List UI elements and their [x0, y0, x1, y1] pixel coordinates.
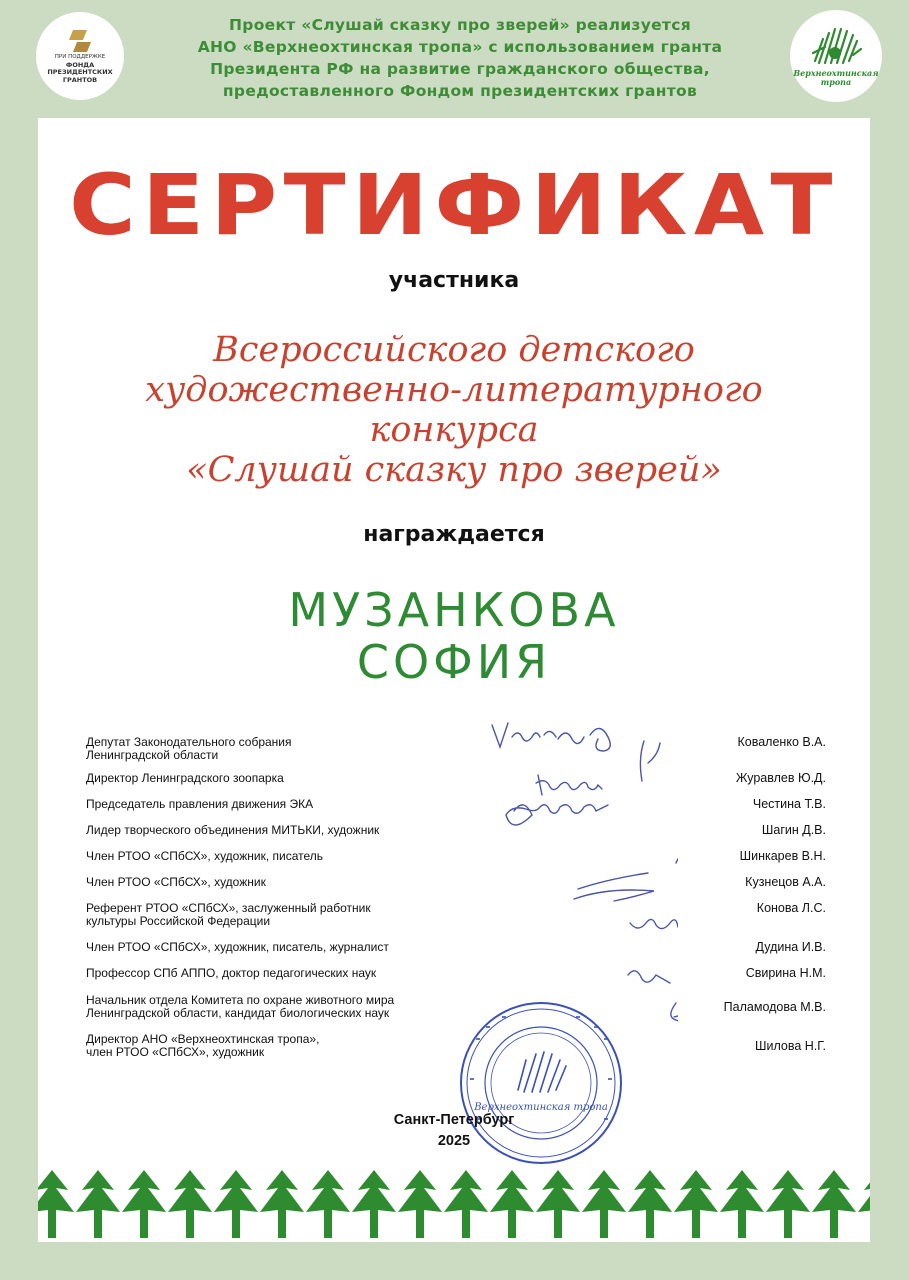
- fund-emblem-icon: [67, 28, 93, 54]
- tree-shape: [76, 1170, 120, 1238]
- left-logo-caption: [47, 54, 112, 84]
- place-and-year: [38, 1110, 870, 1152]
- tree-shape: [582, 1170, 626, 1238]
- tree-shape: [674, 1170, 718, 1238]
- signer-name: Честина Т.В.: [752, 797, 826, 811]
- header-line: Проект «Слушай сказку про зверей» реализуется: [229, 16, 691, 34]
- tree-border-decoration: [38, 1160, 870, 1242]
- signer-row: [86, 824, 826, 837]
- signer-name: Шилова Н.Г.: [755, 1039, 826, 1053]
- contest-name: [38, 330, 870, 490]
- signer-role: Депутат Законодательного собрания Ленинградской области: [86, 735, 292, 762]
- presidential-grants-fund-logo: [36, 12, 124, 100]
- signer-row: [86, 902, 826, 928]
- awardee-name: [38, 584, 870, 688]
- logo-caption-line: ПРЕЗИДЕНТСКИХ: [47, 68, 113, 76]
- signer-name: Шинкарев В.Н.: [739, 849, 826, 863]
- tree-shape: [720, 1170, 764, 1238]
- signer-row: [86, 941, 826, 954]
- signer-row: [86, 798, 826, 811]
- signer-role: Председатель правления движения ЭКА: [86, 797, 314, 811]
- signer-name: Журавлев Ю.Д.: [735, 771, 826, 785]
- signer-row: [86, 876, 826, 889]
- signer-role: Директор АНО «Верхнеохтинская тропа», член РТОО «СПбСХ», художник: [86, 1032, 320, 1059]
- tree-shape: [38, 1170, 74, 1238]
- signer-role: Начальник отдела Комитета по охране животного мира Ленинградской области, кандидат биологических наук: [86, 993, 395, 1020]
- signer-name: Свирина Н.М.: [745, 966, 826, 980]
- logo-caption-line: тропа: [820, 77, 852, 87]
- signer-name: Кузнецов А.А.: [745, 875, 826, 889]
- signer-name: Шагин Д.В.: [761, 823, 826, 837]
- logo-caption-line: ФОНДА: [65, 60, 95, 69]
- verkhneokhtinskaya-tropa-logo: [790, 10, 882, 102]
- signer-role: Член РТОО «СПбСХ», художник, писатель, журналист: [86, 940, 389, 954]
- signer-role: Директор Ленинградского зоопарка: [86, 771, 284, 785]
- tree-shape: [306, 1170, 350, 1238]
- signer-row: [86, 736, 826, 762]
- tree-shape: [766, 1170, 810, 1238]
- tree-shape: [536, 1170, 580, 1238]
- signer-row: [86, 850, 826, 863]
- tree-shape: [168, 1170, 212, 1238]
- tree-shape: [214, 1170, 258, 1238]
- signer-role: Член РТОО «СПбСХ», художник, писатель: [86, 849, 323, 863]
- awardee-surname: МУЗАНКОВА: [288, 583, 620, 637]
- tree-shape: [398, 1170, 442, 1238]
- signer-role: Профессор СПб АППО, доктор педагогических наук: [86, 966, 377, 980]
- tree-shape: [858, 1170, 870, 1238]
- grant-header-text: [150, 14, 770, 102]
- logo-caption-line: ПРИ ПОДДЕРЖКЕ: [54, 54, 106, 60]
- participant-label: участника: [388, 268, 520, 293]
- tree-shape: [490, 1170, 534, 1238]
- signer-name: Конова Л.С.: [756, 901, 826, 915]
- signer-row: [86, 772, 826, 785]
- signer-row: [86, 967, 826, 980]
- stamp-text: Верхнеохтинская тропа: [474, 1102, 608, 1113]
- contest-line: конкурса: [369, 410, 539, 450]
- header-line: предоставленного Фондом президентских грантов: [222, 82, 698, 100]
- certificate-title: СЕРТИФИКАТ: [69, 156, 839, 254]
- contest-line: Всероссийского детского: [213, 330, 695, 370]
- tree-shape: [444, 1170, 488, 1238]
- awarded-label: награждается: [363, 522, 545, 547]
- signer-name: Дудина И.В.: [755, 940, 826, 954]
- logo-caption-line: ГРАНТОВ: [62, 75, 98, 84]
- tree-shape: [812, 1170, 856, 1238]
- contest-line: художественно-литературного: [145, 370, 763, 410]
- year: 2025: [437, 1133, 471, 1149]
- signer-role: Референт РТОО «СПбСХ», заслуженный работник культуры Российской Федерации: [86, 901, 371, 928]
- awardee-first-name: СОФИЯ: [356, 635, 552, 689]
- hedgehog-icon: [809, 25, 863, 69]
- logo-caption-line: Верхнеохтинская: [793, 68, 879, 78]
- tree-shape: [260, 1170, 304, 1238]
- tree-shape: [122, 1170, 166, 1238]
- certificate-sheet: [38, 118, 870, 1242]
- contest-line: «Слушай сказку про зверей»: [186, 450, 722, 490]
- signer-role: Член РТОО «СПбСХ», художник: [86, 875, 266, 889]
- signer-name: Паламодова М.В.: [723, 1000, 826, 1014]
- signer-name: Коваленко В.А.: [737, 735, 826, 749]
- header-line: АНО «Верхнеохтинская тропа» с использованием гранта: [197, 38, 723, 56]
- right-logo-caption: [793, 69, 878, 87]
- city: Санкт-Петербург: [393, 1112, 515, 1128]
- tree-shape: [628, 1170, 672, 1238]
- header-line: Президента РФ на развитие гражданского общества,: [210, 60, 710, 78]
- tree-shape: [352, 1170, 396, 1238]
- signer-role: Лидер творческого объединения МИТЬКИ, художник: [86, 823, 380, 837]
